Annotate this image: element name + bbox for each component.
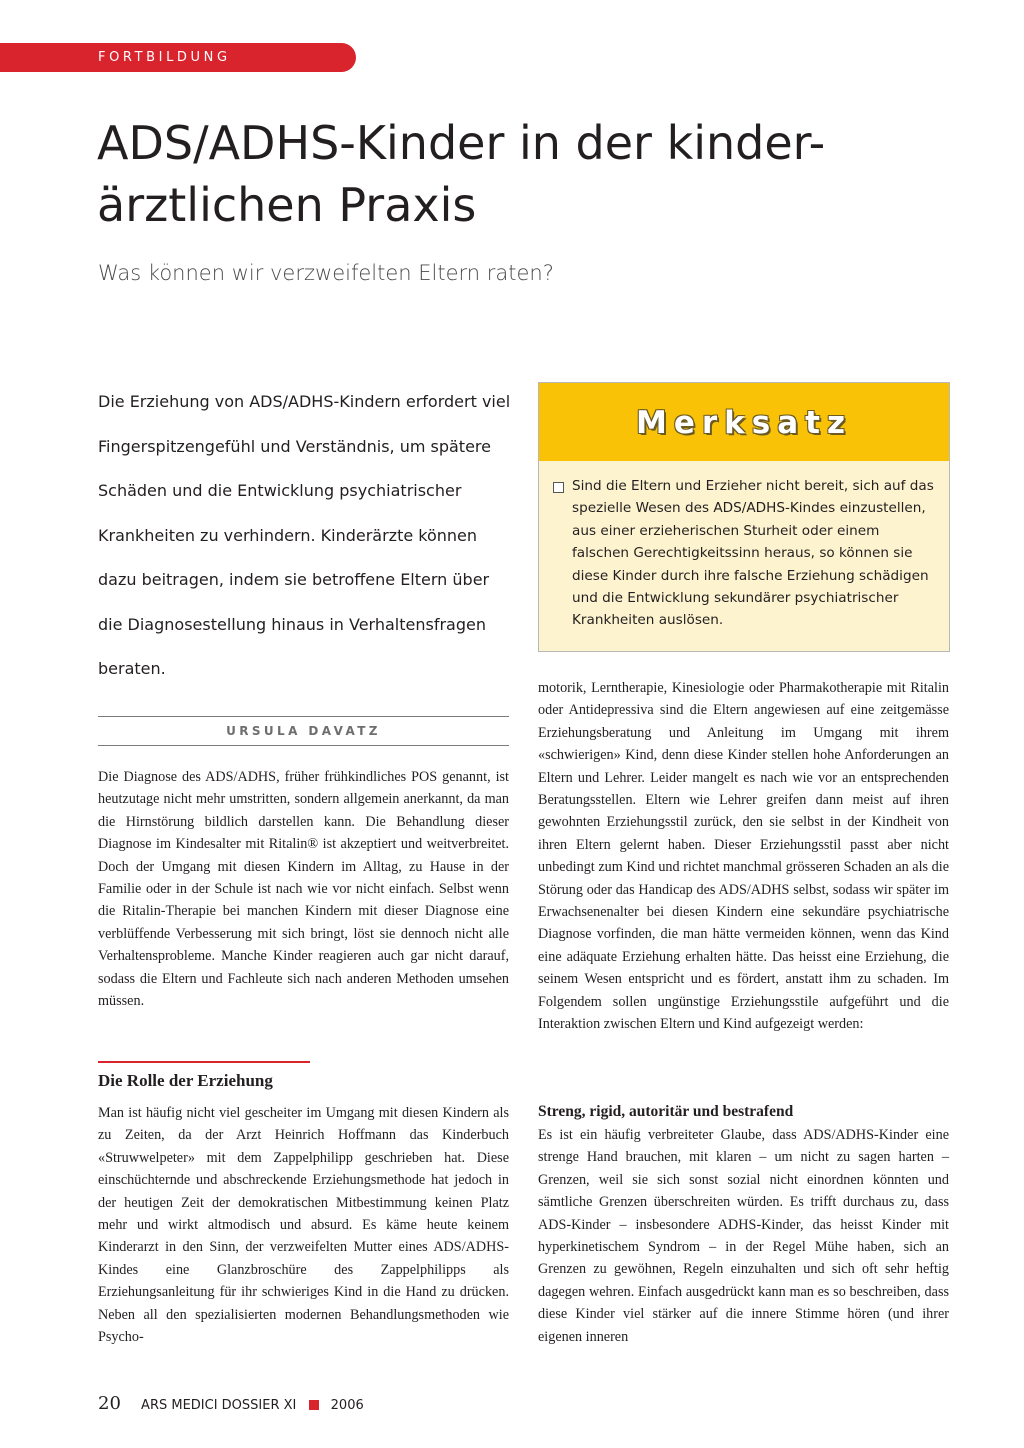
lead-paragraph: Die Erziehung von ADS/ADHS-Kindern erfordert viel Fingerspitzengefühl und Verständnis, um spätere Schäden und die Entwicklung psychiatrischer Krankheiten zu verhindern. Kinderärzte können dazu beitragen, indem sie betroffene Eltern über die Diagnosestellung hinaus in Verhaltensfragen beraten.: [98, 392, 511, 678]
section-label: FORTBILDUNG: [0, 43, 356, 72]
merksatz-box: [538, 382, 950, 652]
section-heading-streng: Streng, rigid, autoritär und bestrafend: [538, 1103, 794, 1120]
article-subtitle: Was können wir verzweifelten Eltern raten?: [98, 261, 554, 285]
body-column-right-2: [538, 1124, 949, 1348]
body-text-streng: Es ist ein häufig verbreiteter Glaube, dass ADS/ADHS-Kinder eine strenge Hand brauchen, mit klaren – um nicht zu sagen harten – Grenzen, weil sie sich sonst sozial nicht einordnen könnten und sämtliche Grenzen überschreiten würden. Es trifft durchaus zu, dass ADS-Kinder – insbesondere ADHS-Kinder, das heisst Kinder mit hyperkinetischem Syndrom – in der Regel Mühe haben, sich an Grenzen zu gewöhnen, Regeln einzuhalten und sich oft sehr heftig dagegen wehren. Einfach ausgedrückt kann man es so beschreiben, dass diese Kinder viel stärker auf die innere Stimme hören (und ihrer eigenen inneren: [538, 1127, 949, 1345]
merksatz-text: Sind die Eltern und Erzieher nicht bereit, sich auf das spezielle Wesen des ADS/ADHS-Kindes einzustellen, aus einer erzieherischen Sturheit oder einem falschen Gerechtigkeitssinn heraus, so können sie diese Kinder durch ihre falsche Erziehung schädigen und die Entwicklung sekundärer psychiatrischer Krankheiten auslösen.: [572, 478, 934, 629]
publication-name: ARS MEDICI DOSSIER XI: [141, 1398, 297, 1413]
body-column-right: [538, 677, 949, 1036]
article-title: ADS/ADHS-Kinder in der kinder-ärztlichen Praxis: [97, 116, 826, 232]
red-square-icon: [309, 1400, 319, 1410]
checkbox-bullet-icon: [553, 482, 564, 493]
heading-rule: [98, 1061, 310, 1063]
page-number: 20: [98, 1393, 121, 1414]
body-text-left: Man ist häufig nicht viel gescheiter im Umgang mit diesen Kindern als zu Zeiten, da der Arzt Heinrich Hoffmann das Kinderbuch «Struwwelpeter» mit dem Zappelphilipp geschrieben hat. Diese einschüchternde und abschreckende Erziehungsmethode hat jedoch in der heutigen Zeit der demokratischen Mitbestimmung keinen Platz mehr und wirkt altmodisch und absurd. Es käme heute keinem Kinderarzt in den Sinn, der verzweifelten Mutter eines ADS/ADHS-Kindes eine Glanzbroschüre des Zappelphilipps als Erziehungsanleitung für ihr schwieriges Kind in die Hand zu drücken. Neben all den spezialisierten modernen Behandlungsmethoden wie Psycho-: [98, 1105, 509, 1346]
intro-paragraph: [98, 766, 509, 1012]
intro-text: Die Diagnose des ADS/ADHS, früher frühkindliches POS genannt, ist heutzutage nicht mehr umstritten, sondern allgemein anerkannt, da man die Hirnstörung bildlich darstellen kann. Die Behandlung dieser Diagnose im Kindesalter mit Ritalin® ist akzeptiert und weitverbreitet. Doch der Umgang mit diesen Kindern im Alltag, zu Hause in der Familie oder in der Schule ist nach wie vor nicht einfach. Selbst wenn die Ritalin-Therapie bei manchen Kindern mit dieser Diagnose eine verblüffende Verbesserung mit sich bringt, löst sie dennoch nicht alle Verhaltensprobleme. Manche Kinder reagieren auch gar nicht darauf, sodass die Eltern und Fachleute sich nach anderen Methoden umsehen müssen.: [98, 769, 509, 1010]
body-column-left: [98, 1102, 509, 1348]
author-byline: URSULA DAVATZ: [98, 716, 509, 746]
body-text-right: motorik, Lerntherapie, Kinesiologie oder Pharmakotherapie mit Ritalin oder Antidepressiva sind die Eltern angewiesen auf eine zeitgemässe Erziehungsberatung und Anleitung im Umgang mit ihrem «schwierigen» Kind, denn diese Kinder stellen hohe Anforderungen an Eltern und Lehrer. Leider mangelt es nach wie vor an entsprechenden Beratungsstellen. Eltern wie Lehrer greifen dann meist auf ihren gewohnten Erziehungsstil zurück, den sie selbst in der Kindheit von ihren Eltern gelernt haben. Dieser Erziehungsstil passt aber nicht unbedingt zum Kind und richtet manchmal grösseren Schaden an als die Störung oder das Handicap des ADS/ADHS selbst, sodass wir später im Erwachsenenalter bei diesen Kindern eine sekundäre psychiatrische Diagnose vorfinden, die man hätte vermeiden können, wenn das Kind eine adäquate Erziehung erhalten hätte. Das heisst eine Erziehung, die seinem Wesen entspricht und es fördert, anstatt ihm zu schaden. Im Folgendem sollen ungünstige Erziehungsstile aufgeführt und die Interaktion zwischen Eltern und Kind aufgezeigt werden:: [538, 680, 949, 1033]
publication-year: 2006: [330, 1398, 364, 1413]
section-heading-erziehung: Die Rolle der Erziehung: [98, 1071, 273, 1090]
merksatz-heading: Merksatz: [539, 383, 949, 461]
merksatz-body: [539, 461, 949, 632]
page-footer: [98, 1392, 364, 1416]
